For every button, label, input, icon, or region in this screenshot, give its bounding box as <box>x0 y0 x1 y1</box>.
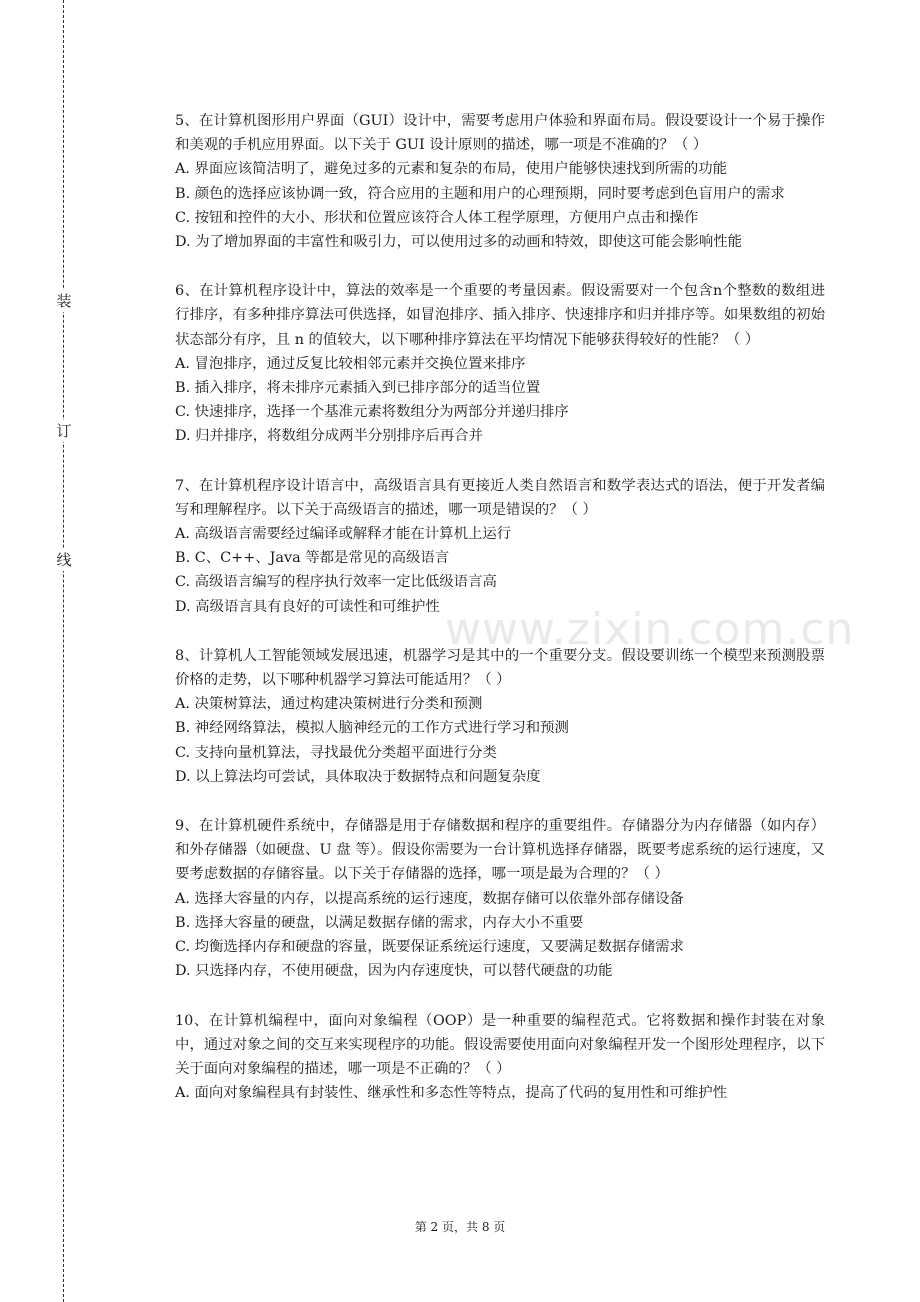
watermark: www.zixin.com.cn <box>445 604 855 655</box>
option-a: A. 界面应该简洁明了，避免过多的元素和复杂的布局，使用户能够快速找到所需的功能 <box>175 161 727 178</box>
option-a: A. 选择大容量的内存，以提高系统的运行速度，数据存储可以依靠外部存储设备 <box>175 890 684 907</box>
option-a: A. 决策树算法，通过构建决策树进行分类和预测 <box>175 696 483 713</box>
option-c: C. 按钮和控件的大小、形状和位置应该符合人体工程学原理，方便用户点击和操作 <box>175 209 699 226</box>
binding-char-xian: 线 <box>56 551 72 569</box>
option-c: C. 高级语言编写的程序执行效率一定比低级语言高 <box>175 574 497 591</box>
option-b: B. 颜色的选择应该协调一致，符合应用的主题和用户的心理预期，同时要考虑到色盲用户的需求 <box>175 185 785 202</box>
question-stem: 8、计算机人工智能领域发展迅速，机器学习是其中的一个重要分支。假设要训练一个模型来预测股票价格的走势，以下哪种机器学习算法可能适用？（ ） <box>175 647 825 689</box>
option-a: A. 面向对象编程具有封装性、继承性和多态性等特点，提高了代码的复用性和可维护性 <box>175 1085 727 1102</box>
option-d: D. 只选择内存，不使用硬盘，因为内存速度快，可以替代硬盘的功能 <box>175 963 613 980</box>
binding-dashed-line <box>63 0 64 1302</box>
option-a: A. 冒泡排序，通过反复比较相邻元素并交换位置来排序 <box>175 355 526 372</box>
option-d: D. 以上算法均可尝试，具体取决于数据特点和问题复杂度 <box>175 768 541 785</box>
option-c: C. 均衡选择内存和硬盘的容量，既要保证系统运行速度，又要满足数据存储需求 <box>175 939 684 956</box>
page-number: 第 2 页，共 8 页 <box>414 1220 506 1234</box>
question-list <box>175 109 825 1130</box>
question-stem: 7、在计算机程序设计语言中，高级语言具有更接近人类自然语言和数学表达式的语法，便于开发者编写和理解程序。以下关于高级语言的描述，哪一项是错误的？（ ） <box>175 477 825 518</box>
option-b: B. C、C++、Java 等都是常见的高级语言 <box>175 550 450 567</box>
option-a: A. 高级语言需要经过编译或解释才能在计算机上运行 <box>175 526 512 543</box>
option-c: C. 支持向量机算法，寻找最优分类超平面进行分类 <box>175 744 497 761</box>
question-5 <box>175 109 825 254</box>
question-stem: 9、在计算机硬件系统中，存储器是用于存储数据和程序的重要组件。存储器分为内存储器（如内存）和外存储器（如硬盘、U 盘 等）。假设你需要为一台计算机选择存储器，既要考虑系统的运行速度，又要考虑数据的存储容量。以下关于存储器的选择，哪一项是最为合理的？（ ） <box>175 818 825 883</box>
question-6 <box>175 279 825 448</box>
question-stem: 6、在计算机程序设计中，算法的效率是一个重要的考量因素。假设需要对一个包含n个整数的数组进行排序，有多种排序算法可供选择，如冒泡排序、插入排序、快速排序和归并排序等。如果数组的初始状态部分有序，且 n 的值较大，以下哪种排序算法在平均情况下能够获得较好的性能？（ ） <box>175 283 825 348</box>
binding-char-zhuang: 装 <box>56 292 72 310</box>
option-d: D. 为了增加界面的丰富性和吸引力，可以使用过多的动画和特效，即使这可能会影响性能 <box>175 234 743 251</box>
binding-char-ding: 订 <box>56 422 72 440</box>
option-c: C. 快速排序，选择一个基准元素将数组分为两部分并递归排序 <box>175 404 569 421</box>
option-d: D. 高级语言具有良好的可读性和可维护性 <box>175 598 440 615</box>
option-b: B. 选择大容量的硬盘，以满足数据存储的需求，内存大小不重要 <box>175 914 584 931</box>
option-b: B. 插入排序，将未排序元素插入到已排序部分的适当位置 <box>175 380 541 397</box>
option-b: B. 神经网络算法，模拟人脑神经元的工作方式进行学习和预测 <box>175 720 569 737</box>
question-stem: 10、在计算机编程中，面向对象编程（OOP）是一种重要的编程范式。它将数据和操作封装在对象中，通过对象之间的交互来实现程序的功能。假设需要使用面向对象编程开发一个图形处理程序，以下关于面向对象编程的描述，哪一项是不正确的？（ ） <box>175 1012 825 1077</box>
option-d: D. 归并排序，将数组分成两半分别排序后再合并 <box>175 428 483 445</box>
question-10 <box>175 1009 825 1106</box>
question-8 <box>175 644 825 789</box>
question-9 <box>175 814 825 983</box>
question-stem: 5、在计算机图形用户界面（GUI）设计中，需要考虑用户体验和界面布局。假设要设计一个易于操作和美观的手机应用界面。以下关于 GUI 设计原则的描述，哪一项是不准确的？（ ） <box>175 113 825 154</box>
question-7 <box>175 474 825 619</box>
